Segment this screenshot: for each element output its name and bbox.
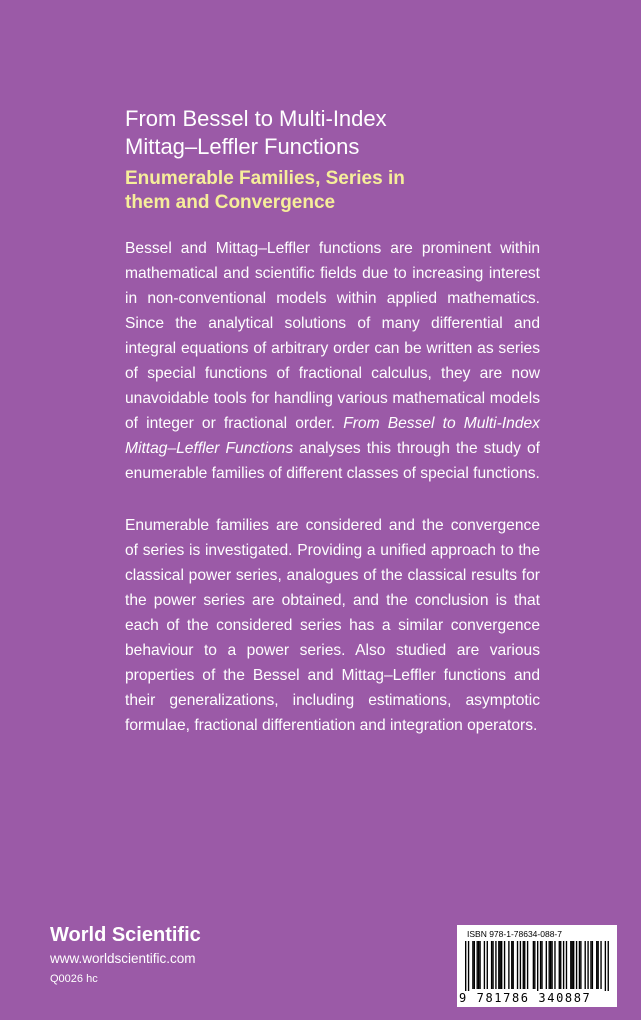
barcode-bar bbox=[501, 941, 502, 989]
book-title-line1: From Bessel to Multi-Index bbox=[125, 106, 387, 131]
barcode-bar bbox=[541, 941, 542, 989]
book-subtitle bbox=[125, 167, 545, 215]
barcode-bar bbox=[590, 941, 591, 989]
barcode-bar bbox=[587, 941, 588, 989]
blurb-paragraph-1-end: analyses this through the study of enumerable families of different classes of special functions. bbox=[125, 440, 540, 482]
barcode-bar bbox=[474, 941, 475, 989]
barcode-bar bbox=[524, 941, 525, 989]
barcode-bar bbox=[608, 941, 609, 991]
barcode-bar bbox=[537, 941, 538, 991]
barcode-bar bbox=[484, 941, 485, 989]
barcode-bar bbox=[513, 941, 514, 989]
barcode-bar bbox=[477, 941, 478, 989]
barcode-box bbox=[457, 925, 617, 1007]
barcode-bar bbox=[472, 941, 473, 989]
barcode-digits: 9 781786 340887 bbox=[459, 991, 592, 1005]
barcode-bar bbox=[554, 941, 555, 989]
barcode-bar bbox=[492, 941, 493, 989]
barcode-bar bbox=[585, 941, 586, 989]
barcode-bar bbox=[504, 941, 505, 989]
barcode-bar bbox=[487, 941, 488, 989]
publisher-block bbox=[50, 922, 350, 987]
publisher-url: www.worldscientific.com bbox=[50, 951, 196, 966]
barcode-bar bbox=[600, 941, 601, 989]
barcode-bar bbox=[549, 941, 550, 989]
barcode-bar bbox=[576, 941, 577, 989]
barcode-bar bbox=[517, 941, 518, 989]
barcode-bar bbox=[527, 941, 528, 989]
barcode-bar bbox=[491, 941, 492, 989]
barcode-bar bbox=[495, 941, 496, 989]
barcode-bar bbox=[573, 941, 574, 989]
barcode-bar bbox=[533, 941, 534, 989]
barcode-bar bbox=[550, 941, 551, 989]
barcode-bar bbox=[597, 941, 598, 989]
product-code: Q0026 hc bbox=[50, 973, 98, 985]
blurb-paragraph-1-start: Bessel and Mittag–Leffler functions are prominent within mathematical and scientific fields due to increasing interest in non-conventional models within applied mathematics. Since the analytical solutions of many differential and integral equations of arbitrary order can be written as series of special functions of fractional calculus, they are now unavoidable tools for handling various mathematical models of integer or fractional order. bbox=[125, 240, 540, 432]
book-subtitle-line1: Enumerable Families, Series in bbox=[125, 168, 405, 189]
barcode-bar bbox=[478, 941, 479, 989]
barcode-bar bbox=[540, 941, 541, 989]
blurb-paragraph-1 bbox=[125, 236, 540, 486]
barcode-bar bbox=[559, 941, 560, 989]
isbn-label: ISBN 978-1-78634-088-7 bbox=[467, 929, 562, 939]
barcode-bar bbox=[563, 941, 564, 989]
barcode-bar bbox=[534, 941, 535, 989]
barcode-bar bbox=[468, 941, 469, 991]
barcode-bar bbox=[511, 941, 512, 989]
barcode-bar bbox=[560, 941, 561, 989]
book-title bbox=[125, 105, 545, 161]
barcode-bar bbox=[570, 941, 571, 989]
barcode-bar bbox=[579, 941, 580, 989]
barcode-bar bbox=[566, 941, 567, 989]
barcode-bar bbox=[580, 941, 581, 989]
title-block bbox=[125, 105, 545, 215]
book-title-line2: Mittag–Leffler Functions bbox=[125, 134, 360, 159]
barcode-bar bbox=[520, 941, 521, 989]
barcode-bar bbox=[479, 941, 480, 989]
barcode-bar bbox=[551, 941, 552, 989]
barcode-bar bbox=[508, 941, 509, 989]
barcode-bar bbox=[605, 941, 606, 991]
publisher-name: World Scientific bbox=[50, 924, 201, 946]
barcode-bar bbox=[596, 941, 597, 989]
barcode-bar bbox=[546, 941, 547, 989]
blurb-paragraph-2: Enumerable families are considered and the convergence of series is investigated. Providing a unified approach to the classical power series, analogues of the classical results for the power series are obtained, and the conclusion is that each of the considered series has a similar convergence behaviour to a power series. Also studied are various properties of the Bessel and Mittag–Leffler functions and their generalizations, including estimations, asymptotic formulae, fractional differentiation and integration operators. bbox=[125, 517, 540, 734]
barcode-bar bbox=[498, 941, 499, 989]
barcode-bar bbox=[500, 941, 501, 989]
blurb-paragraph-1-italic-title: From Bessel to Multi-Index Mittag–Leffler Functions bbox=[125, 415, 540, 457]
blurb bbox=[125, 236, 540, 738]
barcode-bar bbox=[465, 941, 466, 991]
barcode-bar bbox=[523, 941, 524, 989]
book-subtitle-line2: them and Convergence bbox=[125, 192, 336, 213]
barcode-bar bbox=[572, 941, 573, 989]
barcode-icon bbox=[465, 941, 609, 991]
barcode-bar bbox=[592, 941, 593, 989]
